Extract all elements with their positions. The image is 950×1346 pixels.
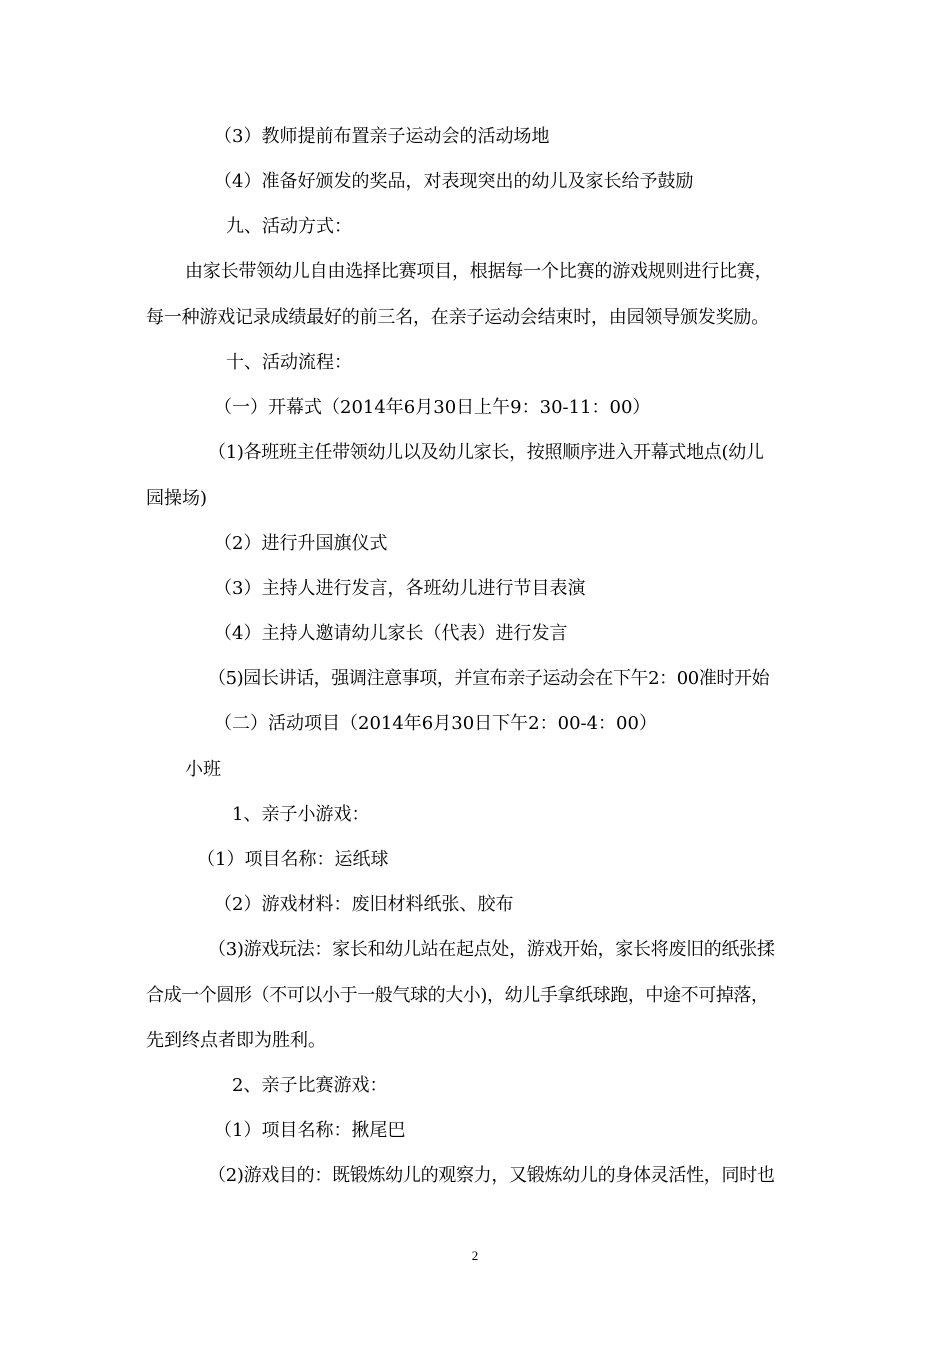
text-line: （3）主持人进行发言，各班幼儿进行节目表演 [214, 578, 586, 599]
text-line: （4）准备好颁发的奖品，对表现突出的幼儿及家长给予鼓励 [214, 171, 694, 192]
text-line: （2)游戏目的：既锻炼幼儿的观察力，又锻炼幼儿的身体灵活性，同时也 [208, 1165, 775, 1186]
text-line: （1)各班班主任带领幼儿以及幼儿家长，按照顺序进入开幕式地点(幼儿 [208, 442, 764, 463]
text-line: （4）主持人邀请幼儿家长（代表）进行发言 [214, 623, 568, 644]
page-number: 2 [471, 1248, 479, 1263]
text-line: （1）项目名称：运纸球 [197, 849, 389, 870]
section-heading: 九、活动方式： [226, 216, 352, 237]
text-line: 小班 [185, 759, 221, 780]
text-line: （1）项目名称：揪尾巴 [214, 1120, 406, 1141]
text-line: （3)游戏玩法：家长和幼儿站在起点处，游戏开始，家长将废旧的纸张揉 [208, 939, 775, 960]
text-line: 园操场) [146, 488, 208, 509]
text-line: 先到终点者即为胜利。 [146, 1030, 326, 1051]
text-line: （3）教师提前布置亲子运动会的活动场地 [214, 126, 550, 147]
text-line: （一）开幕式（2014年6月30日上午9：30-11：00） [214, 397, 651, 418]
text-line: （二）活动项目（2014年6月30日下午2：00-4：00） [214, 713, 657, 734]
text-line: 2、亲子比赛游戏： [232, 1075, 388, 1096]
text-line: 合成一个圆形（不可以小于一般气球的大小)，幼儿手拿纸球跑，中途不可掉落， [146, 985, 769, 1006]
text-line: 由家长带领幼儿自由选择比赛项目，根据每一个比赛的游戏规则进行比赛， [185, 261, 773, 282]
text-line: （2）游戏材料：废旧材料纸张、胶布 [214, 894, 514, 915]
text-line: （2）进行升国旗仪式 [214, 533, 388, 554]
text-line: 每一种游戏记录成绩最好的前三名，在亲子运动会结束时，由园领导颁发奖励。 [146, 307, 769, 328]
text-line: 1、亲子小游戏： [232, 804, 370, 825]
text-line: （5)园长讲话，强调注意事项，并宣布亲子运动会在下午2：00准时开始 [208, 668, 770, 689]
section-heading: 十、活动流程： [226, 352, 352, 373]
